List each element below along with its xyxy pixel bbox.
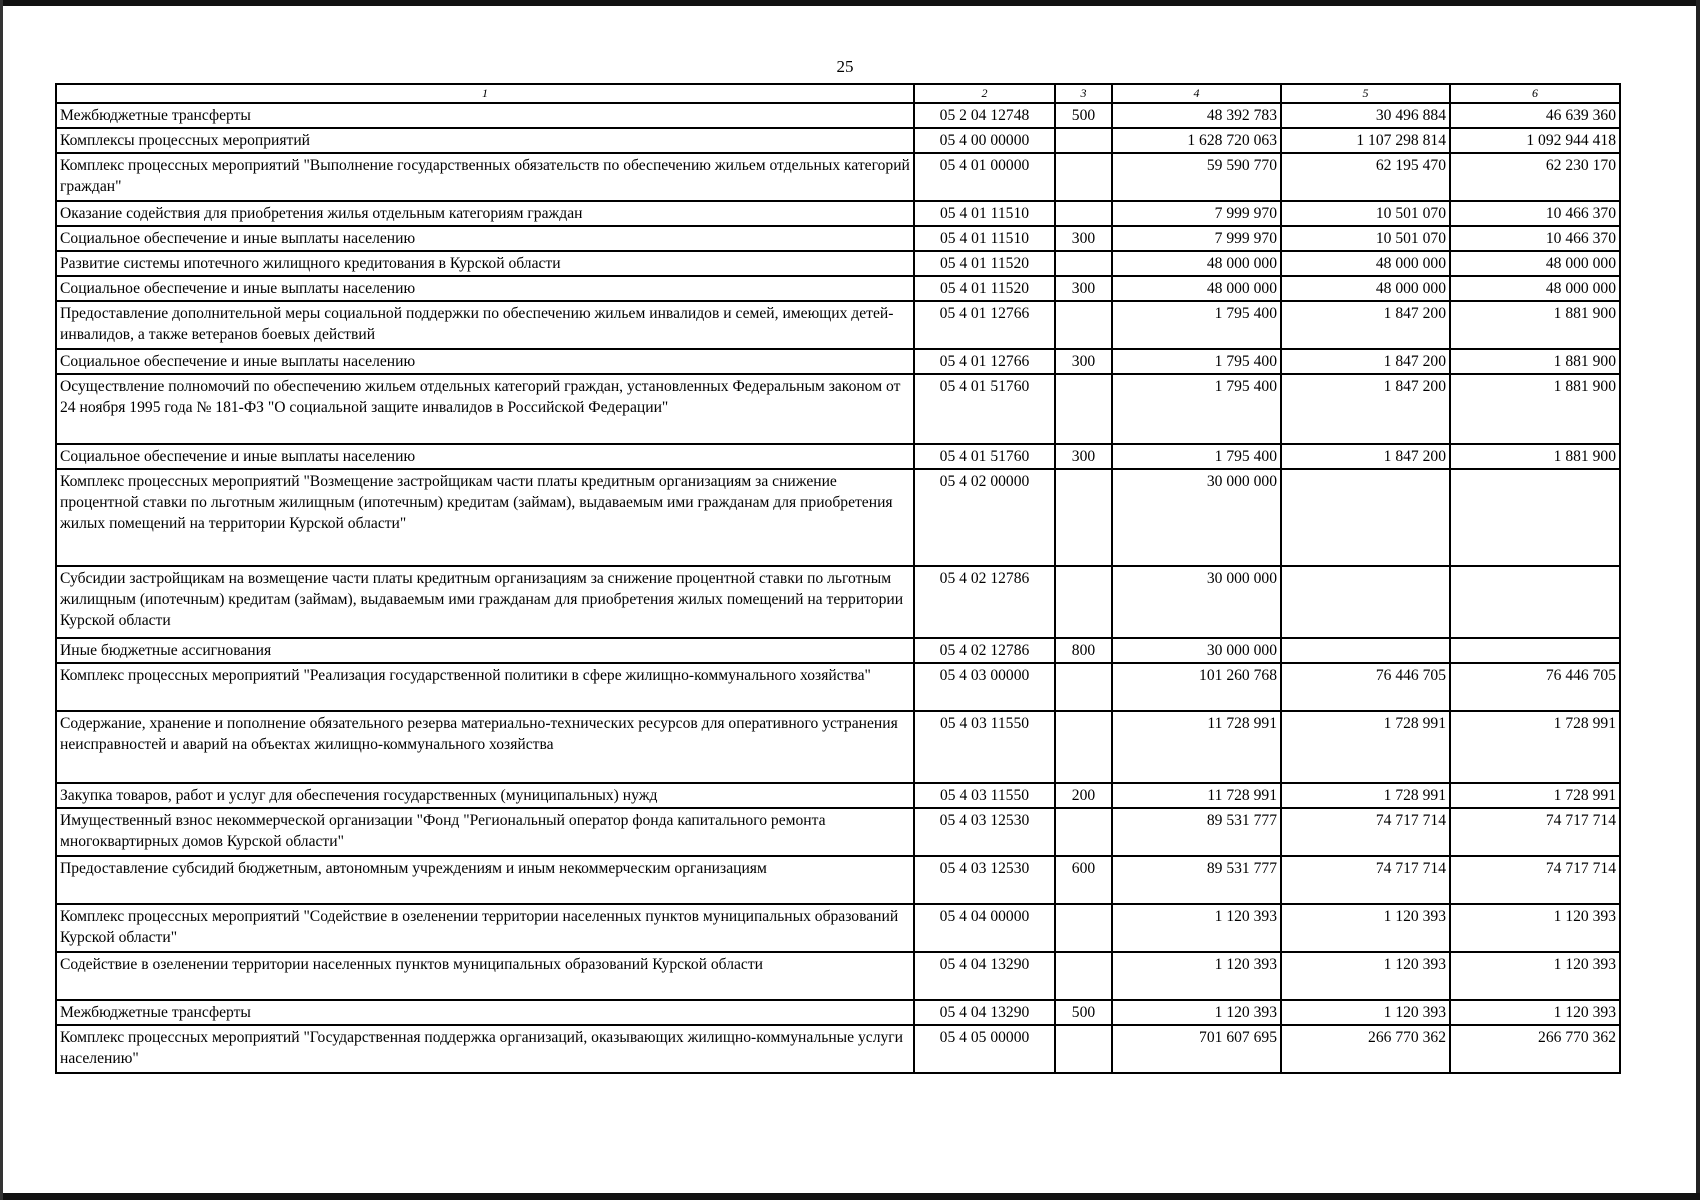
row-expense-type (1055, 711, 1112, 783)
row-amount-year-2: 1 728 991 (1281, 783, 1450, 808)
row-amount-year-2: 1 847 200 (1281, 444, 1450, 469)
row-amount-year-2: 76 446 705 (1281, 663, 1450, 711)
row-expense-type: 500 (1055, 1000, 1112, 1025)
row-expense-type: 300 (1055, 444, 1112, 469)
table-row (56, 153, 1620, 201)
row-expense-type (1055, 469, 1112, 566)
row-name: Социальное обеспечение и иные выплаты населению (56, 276, 914, 301)
row-name: Оказание содействия для приобретения жилья отдельным категориям граждан (56, 201, 914, 226)
row-amount-year-2: 30 496 884 (1281, 103, 1450, 128)
row-amount-year-3: 1 881 900 (1450, 301, 1620, 349)
row-amount-year-3: 1 881 900 (1450, 444, 1620, 469)
page-number: 25 (836, 57, 854, 76)
row-name: Развитие системы ипотечного жилищного кредитования в Курской области (56, 251, 914, 276)
row-name: Осуществление полномочий по обеспечению жильем отдельных категорий граждан, установленных Федеральным законом от 24 ноября 1995 года № 181-ФЗ "О социальной защите инвалидов в Российской Федерации" (56, 374, 914, 444)
column-header: 3 (1055, 84, 1112, 103)
row-amount-year-3: 1 728 991 (1450, 711, 1620, 783)
row-amount-year-3: 1 120 393 (1450, 904, 1620, 952)
table-row (56, 1025, 1620, 1073)
row-amount-year-2: 74 717 714 (1281, 808, 1450, 856)
row-expense-type (1055, 201, 1112, 226)
row-name: Социальное обеспечение и иные выплаты населению (56, 349, 914, 374)
row-amount-year-2: 48 000 000 (1281, 276, 1450, 301)
row-code: 05 4 02 12786 (914, 566, 1055, 638)
row-expense-type (1055, 374, 1112, 444)
table-row (56, 469, 1620, 566)
row-expense-type: 800 (1055, 638, 1112, 663)
row-amount-year-2: 1 847 200 (1281, 349, 1450, 374)
row-amount-year-3: 46 639 360 (1450, 103, 1620, 128)
column-header: 1 (56, 84, 914, 103)
row-code: 05 4 04 00000 (914, 904, 1055, 952)
row-code: 05 4 04 13290 (914, 1000, 1055, 1025)
table-row (56, 201, 1620, 226)
row-amount-year-2: 74 717 714 (1281, 856, 1450, 904)
row-amount-year-1: 7 999 970 (1112, 201, 1281, 226)
row-code: 05 4 01 11520 (914, 276, 1055, 301)
scan-edge-right (1696, 0, 1700, 1200)
row-amount-year-1: 30 000 000 (1112, 566, 1281, 638)
table-row (56, 952, 1620, 1000)
row-code: 05 4 03 00000 (914, 663, 1055, 711)
row-amount-year-1: 1 120 393 (1112, 952, 1281, 1000)
row-expense-type: 500 (1055, 103, 1112, 128)
row-name: Комплекс процессных мероприятий "Возмещение застройщикам части платы кредитным организациям за снижение процентной ставки по льготным жилищным (ипотечным) кредитам (займам), выдаваемым ими гражданам для приобретения жилых помещений на территории Курской области" (56, 469, 914, 566)
row-expense-type (1055, 663, 1112, 711)
row-code: 05 4 01 00000 (914, 153, 1055, 201)
row-amount-year-3: 1 881 900 (1450, 349, 1620, 374)
row-amount-year-3: 1 881 900 (1450, 374, 1620, 444)
row-amount-year-3: 74 717 714 (1450, 808, 1620, 856)
row-expense-type: 300 (1055, 276, 1112, 301)
row-name: Комплекс процессных мероприятий "Выполнение государственных обязательств по обеспечению жильем отдельных категорий граждан" (56, 153, 914, 201)
row-amount-year-1: 701 607 695 (1112, 1025, 1281, 1073)
row-expense-type (1055, 808, 1112, 856)
row-name: Социальное обеспечение и иные выплаты населению (56, 226, 914, 251)
row-code: 05 2 04 12748 (914, 103, 1055, 128)
table-row (56, 128, 1620, 153)
row-name: Содержание, хранение и пополнение обязательного резерва материально-технических ресурсов для оперативного устранения неисправностей и аварий на объектах жилищно-коммунального хозяйства (56, 711, 914, 783)
row-expense-type (1055, 1025, 1112, 1073)
row-amount-year-2: 1 847 200 (1281, 301, 1450, 349)
row-amount-year-1: 1 795 400 (1112, 374, 1281, 444)
table-row (56, 301, 1620, 349)
row-amount-year-2: 1 120 393 (1281, 904, 1450, 952)
row-amount-year-1: 89 531 777 (1112, 856, 1281, 904)
column-number-row (56, 84, 1620, 103)
row-amount-year-1: 11 728 991 (1112, 783, 1281, 808)
row-amount-year-3: 1 092 944 418 (1450, 128, 1620, 153)
scan-edge-top (0, 0, 1700, 6)
row-name: Иные бюджетные ассигнования (56, 638, 914, 663)
row-amount-year-2 (1281, 469, 1450, 566)
row-code: 05 4 01 12766 (914, 349, 1055, 374)
row-code: 05 4 03 11550 (914, 711, 1055, 783)
row-amount-year-3: 266 770 362 (1450, 1025, 1620, 1073)
row-name: Комплексы процессных мероприятий (56, 128, 914, 153)
row-amount-year-2: 10 501 070 (1281, 226, 1450, 251)
table-row (56, 856, 1620, 904)
row-amount-year-3: 62 230 170 (1450, 153, 1620, 201)
row-amount-year-1: 48 392 783 (1112, 103, 1281, 128)
row-amount-year-1: 1 795 400 (1112, 301, 1281, 349)
column-header: 6 (1450, 84, 1620, 103)
row-amount-year-2: 1 120 393 (1281, 952, 1450, 1000)
row-code: 05 4 01 11510 (914, 201, 1055, 226)
row-expense-type (1055, 952, 1112, 1000)
scan-edge-left (0, 0, 3, 1200)
table-row (56, 783, 1620, 808)
row-code: 05 4 00 00000 (914, 128, 1055, 153)
table-row (56, 638, 1620, 663)
table-row (56, 566, 1620, 638)
row-amount-year-2: 1 107 298 814 (1281, 128, 1450, 153)
row-amount-year-2: 48 000 000 (1281, 251, 1450, 276)
table-row (56, 904, 1620, 952)
row-name: Предоставление дополнительной меры социальной поддержки по обеспечению жильем инвалидов и семей, имеющих детей-инвалидов, а также ветеранов боевых действий (56, 301, 914, 349)
row-amount-year-3: 10 466 370 (1450, 201, 1620, 226)
column-header: 5 (1281, 84, 1450, 103)
row-amount-year-1: 30 000 000 (1112, 638, 1281, 663)
table-row (56, 444, 1620, 469)
row-amount-year-3: 1 120 393 (1450, 1000, 1620, 1025)
row-code: 05 4 01 51760 (914, 374, 1055, 444)
row-amount-year-1: 48 000 000 (1112, 251, 1281, 276)
row-name: Комплекс процессных мероприятий "Реализация государственной политики в сфере жилищно-коммунального хозяйства" (56, 663, 914, 711)
table-row (56, 276, 1620, 301)
row-amount-year-2: 1 120 393 (1281, 1000, 1450, 1025)
row-expense-type: 300 (1055, 349, 1112, 374)
row-amount-year-3 (1450, 566, 1620, 638)
row-amount-year-2: 62 195 470 (1281, 153, 1450, 201)
row-amount-year-3: 48 000 000 (1450, 251, 1620, 276)
table-row (56, 663, 1620, 711)
row-code: 05 4 01 51760 (914, 444, 1055, 469)
row-amount-year-1: 1 795 400 (1112, 349, 1281, 374)
row-code: 05 4 03 12530 (914, 808, 1055, 856)
row-amount-year-2: 1 847 200 (1281, 374, 1450, 444)
table-body (56, 103, 1620, 1073)
row-amount-year-2 (1281, 566, 1450, 638)
row-amount-year-3: 74 717 714 (1450, 856, 1620, 904)
row-expense-type (1055, 251, 1112, 276)
row-code: 05 4 01 11520 (914, 251, 1055, 276)
row-code: 05 4 02 00000 (914, 469, 1055, 566)
row-amount-year-2: 266 770 362 (1281, 1025, 1450, 1073)
row-name: Межбюджетные трансферты (56, 103, 914, 128)
row-amount-year-3: 1 120 393 (1450, 952, 1620, 1000)
row-amount-year-3: 76 446 705 (1450, 663, 1620, 711)
table-row (56, 103, 1620, 128)
row-name: Субсидии застройщикам на возмещение части платы кредитным организациям за снижение процентной ставки по льготным жилищным (ипотечным) кредитам (займам), выдаваемым ими гражданам для приобретения жилых помещений на территории Курской области (56, 566, 914, 638)
row-code: 05 4 01 12766 (914, 301, 1055, 349)
row-amount-year-2: 1 728 991 (1281, 711, 1450, 783)
row-expense-type (1055, 301, 1112, 349)
table-row (56, 349, 1620, 374)
row-code: 05 4 03 11550 (914, 783, 1055, 808)
row-code: 05 4 02 12786 (914, 638, 1055, 663)
column-header: 2 (914, 84, 1055, 103)
row-code: 05 4 03 12530 (914, 856, 1055, 904)
row-amount-year-3: 10 466 370 (1450, 226, 1620, 251)
row-code: 05 4 04 13290 (914, 952, 1055, 1000)
row-expense-type: 300 (1055, 226, 1112, 251)
row-amount-year-1: 59 590 770 (1112, 153, 1281, 201)
table-row (56, 251, 1620, 276)
row-expense-type (1055, 128, 1112, 153)
column-header: 4 (1112, 84, 1281, 103)
row-expense-type: 200 (1055, 783, 1112, 808)
row-name: Межбюджетные трансферты (56, 1000, 914, 1025)
table-row (56, 711, 1620, 783)
row-expense-type (1055, 904, 1112, 952)
row-amount-year-3: 1 728 991 (1450, 783, 1620, 808)
row-amount-year-2: 10 501 070 (1281, 201, 1450, 226)
row-amount-year-1: 7 999 970 (1112, 226, 1281, 251)
row-amount-year-1: 1 628 720 063 (1112, 128, 1281, 153)
row-expense-type: 600 (1055, 856, 1112, 904)
row-amount-year-2 (1281, 638, 1450, 663)
row-code: 05 4 05 00000 (914, 1025, 1055, 1073)
row-name: Комплекс процессных мероприятий "Государственная поддержка организаций, оказывающих жилищно-коммунальные услуги населению" (56, 1025, 914, 1073)
row-amount-year-1: 11 728 991 (1112, 711, 1281, 783)
row-amount-year-1: 1 120 393 (1112, 1000, 1281, 1025)
row-name: Содействие в озеленении территории населенных пунктов муниципальных образований Курской области (56, 952, 914, 1000)
scan-edge-bottom (0, 1193, 1700, 1200)
table-row (56, 374, 1620, 444)
row-name: Социальное обеспечение и иные выплаты населению (56, 444, 914, 469)
row-amount-year-3 (1450, 469, 1620, 566)
row-amount-year-3 (1450, 638, 1620, 663)
row-expense-type (1055, 566, 1112, 638)
row-amount-year-1: 48 000 000 (1112, 276, 1281, 301)
row-code: 05 4 01 11510 (914, 226, 1055, 251)
row-amount-year-3: 48 000 000 (1450, 276, 1620, 301)
row-name: Имущественный взнос некоммерческой организации "Фонд "Региональный оператор фонда капитального ремонта многоквартирных домов Курской области" (56, 808, 914, 856)
budget-table (55, 83, 1621, 1074)
row-name: Закупка товаров, работ и услуг для обеспечения государственных (муниципальных) нужд (56, 783, 914, 808)
row-name: Предоставление субсидий бюджетным, автономным учреждениям и иным некоммерческим организациям (56, 856, 914, 904)
row-amount-year-1: 101 260 768 (1112, 663, 1281, 711)
table-row (56, 1000, 1620, 1025)
table-row (56, 226, 1620, 251)
row-name: Комплекс процессных мероприятий "Содействие в озеленении территории населенных пунктов муниципальных образований Курской области" (56, 904, 914, 952)
table-row (56, 808, 1620, 856)
row-amount-year-1: 1 120 393 (1112, 904, 1281, 952)
row-amount-year-1: 30 000 000 (1112, 469, 1281, 566)
row-expense-type (1055, 153, 1112, 201)
row-amount-year-1: 89 531 777 (1112, 808, 1281, 856)
row-amount-year-1: 1 795 400 (1112, 444, 1281, 469)
